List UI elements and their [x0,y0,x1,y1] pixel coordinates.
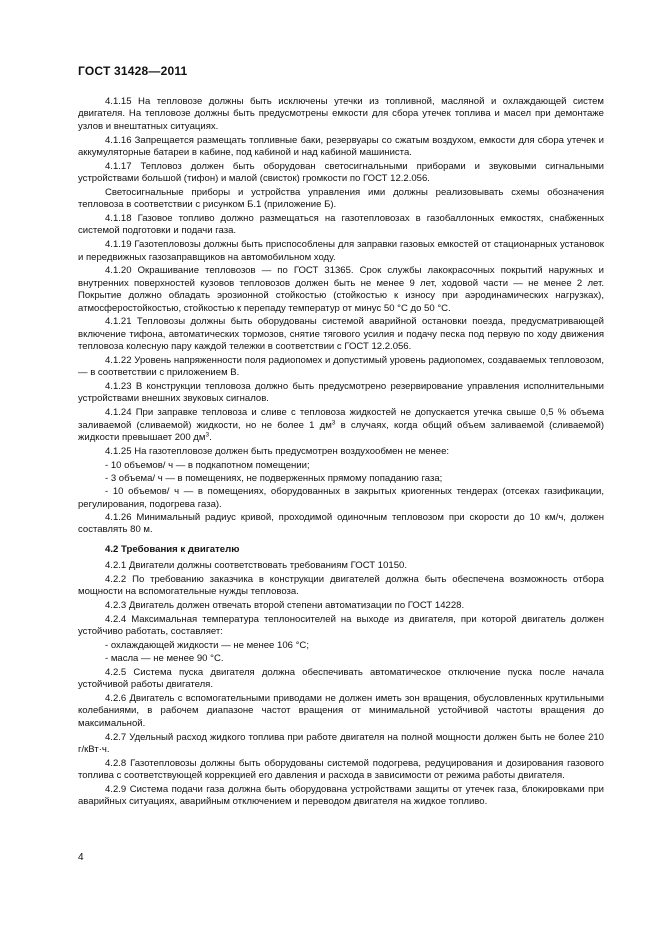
paragraph-4-1-21: 4.1.21 Тепловозы должны быть оборудованы системой аварийной остановки поезда, предусматривающей включение тифона, автоматических тормозов, снятие тягового усилия и подачу песка под первую по ходу движения тепловоза колесную пару каждой тележки в соответствии с ГОСТ 12.2.056. [78,316,604,353]
list-item-oil-temp: - масла — не менее 90 °С. [105,653,224,665]
superscript-cubic-2: 3 [205,431,210,439]
paragraph-4-2-9: 4.2.9 Система подачи газа должна быть оборудована устройствами защиты от утечек газа, блокировками при аварийных ситуациях, аварийным отключением и переводом двигателя на жидкое топливо. [78,783,604,808]
paragraph-4-1-17: 4.1.17 Тепловоз должен быть оборудован светосигнальными приборами и звуковыми сигнальными устройствами большой (тифон) и малой (свисток) громкости по ГОСТ 12.2.056. [78,160,604,185]
paragraph-4-1-15: 4.1.15 На тепловозе должны быть исключены утечки из топливной, масляной и охлаждающей систем двигателя. На тепловозе должны быть предусмотрены емкости для сбора утечек топлива и масел при демонтаже узлов и внештатных ситуациях. [78,96,604,132]
list-item-coolant-temp: - охлаждающей жидкости — не менее 106 °С; [105,640,309,652]
document-body [78,96,604,810]
paragraph-4-2-2: 4.2.2 По требованию заказчика в конструкции двигателей должна быть обеспечена возможность отбора мощности на вспомогательные нужды тепловоза. [78,573,604,598]
paragraph-4-1-18: 4.1.18 Газовое топливо должно размещаться на газотепловозах в газобаллонных емкостях, снабженных системой подготовки и подачи газа. [78,213,604,237]
section-heading-4-2: 4.2 Требования к двигателю [105,543,240,555]
paragraph-4-1-26: 4.1.26 Минимальный радиус кривой, проходимой одиночным тепловозом при скорости до 10 км/ч, должен составлять 80 м. [78,512,604,536]
document-header: ГОСТ 31428—2011 [78,64,188,78]
paragraph-4-2-3: 4.2.3 Двигатель должен отвечать второй степени автоматизации по ГОСТ 14228. [105,600,465,612]
paragraph-4-1-23: 4.1.23 В конструкции тепловоза должно быть предусмотрено резервирование управления исполнительными устройствами внешних звуковых сигналов. [78,381,604,405]
page-number: 4 [78,852,84,863]
list-item-ventilation-3: - 10 объемов/ ч — в помещениях, оборудованных в закрытых криогенных тендерах (отсеках газификации, регулирования, подогрева газа). [78,486,604,510]
list-item-ventilation-2: - 3 объема/ ч — в помещениях, не подверженных прямому попаданию газа; [105,472,443,484]
paragraph-4-1-24-part3: . [209,431,212,443]
paragraph-4-1-17-continuation: Светосигнальные приборы и устройства управления ими должны реализовывать схемы обозначения тепловоза в соответствии с рисунком Б.1 (приложение Б). [78,186,604,211]
paragraph-4-2-5: 4.2.5 Система пуска двигателя должна обеспечивать автоматическое отключение пуска после начала устойчивой работы двигателя. [78,666,604,691]
paragraph-4-1-24-part1: 4.1.24 При заправке тепловоза и сливе с тепловоза жидкостей не допускается утечка свыше 0,5 % объема заливаемой (сливаемой) жидкости, но не более 1 дм [78,407,604,431]
paragraph-4-1-16: 4.1.16 Запрещается размещать топливные баки, резервуары со сжатым воздухом, емкости для сбора утечек и аккумуляторные батареи в кабине, под кабиной и над кабиной машиниста. [78,134,604,158]
paragraph-4-2-4: 4.2.4 Максимальная температура теплоносителей на выходе из двигателя, при которой двигатель должен устойчиво работать, составляет: [78,613,604,638]
paragraph-4-2-8: 4.2.8 Газотепловозы должны быть оборудованы системой подогрева, редуцирования и дозирования газового топлива с соответствующей коррекцией его давления и расхода в зависимости от режима работы двигателя. [78,757,604,782]
list-item-ventilation-1: - 10 объемов/ ч — в подкапотном помещении; [105,459,310,471]
paragraph-4-1-22: 4.1.22 Уровень напряженности поля радиопомех и допустимый уровень радиопомех, создаваемых тепловозом, — в соответствии с приложением В. [78,354,604,379]
paragraph-4-1-19: 4.1.19 Газотепловозы должны быть приспособлены для заправки газовых емкостей от стационарных установок и передвижных газозаправщиков на автомобильном ходу. [78,239,604,263]
paragraph-4-2-6: 4.2.6 Двигатель с вспомогательными приводами не должен иметь зон вращения, обусловленных крутильными колебаниями, в рабочем диапазоне частот вращения от минимальной устойчивой частоты вращения до максимальной. [78,692,604,729]
paragraph-4-1-25: 4.1.25 На газотепловозе должен быть предусмотрен воздухообмен не менее: [105,445,450,457]
paragraph-4-1-20: 4.1.20 Окрашивание тепловозов — по ГОСТ 31365. Срок службы лакокрасочных покрытий наружных и внутренних поверхностей кузовов тепловозов должен быть не менее 9 лет, ходовой части — не менее 2 лет. Покрытие должно обладать эрозионной стойкостью (стойкостью к износу при аэродинамических нагрузках), атмосферостойкостью, стойкостью к перепаду температур от минус 50 °С до 50 °С. [78,265,604,314]
paragraph-4-1-24-part2: в случаях, когда общий объем заливаемой (сливаемой) жидкости превышает 200 дм [78,419,604,443]
paragraph-4-1-24 [78,407,604,444]
superscript-cubic-1: 3 [331,419,336,427]
paragraph-4-2-7: 4.2.7 Удельный расход жидкого топлива при работе двигателя на полной мощности должен быть не более 210 г/кВт·ч. [78,731,604,755]
paragraph-4-2-1: 4.2.1 Двигатели должны соответствовать требованиям ГОСТ 10150. [105,560,407,572]
